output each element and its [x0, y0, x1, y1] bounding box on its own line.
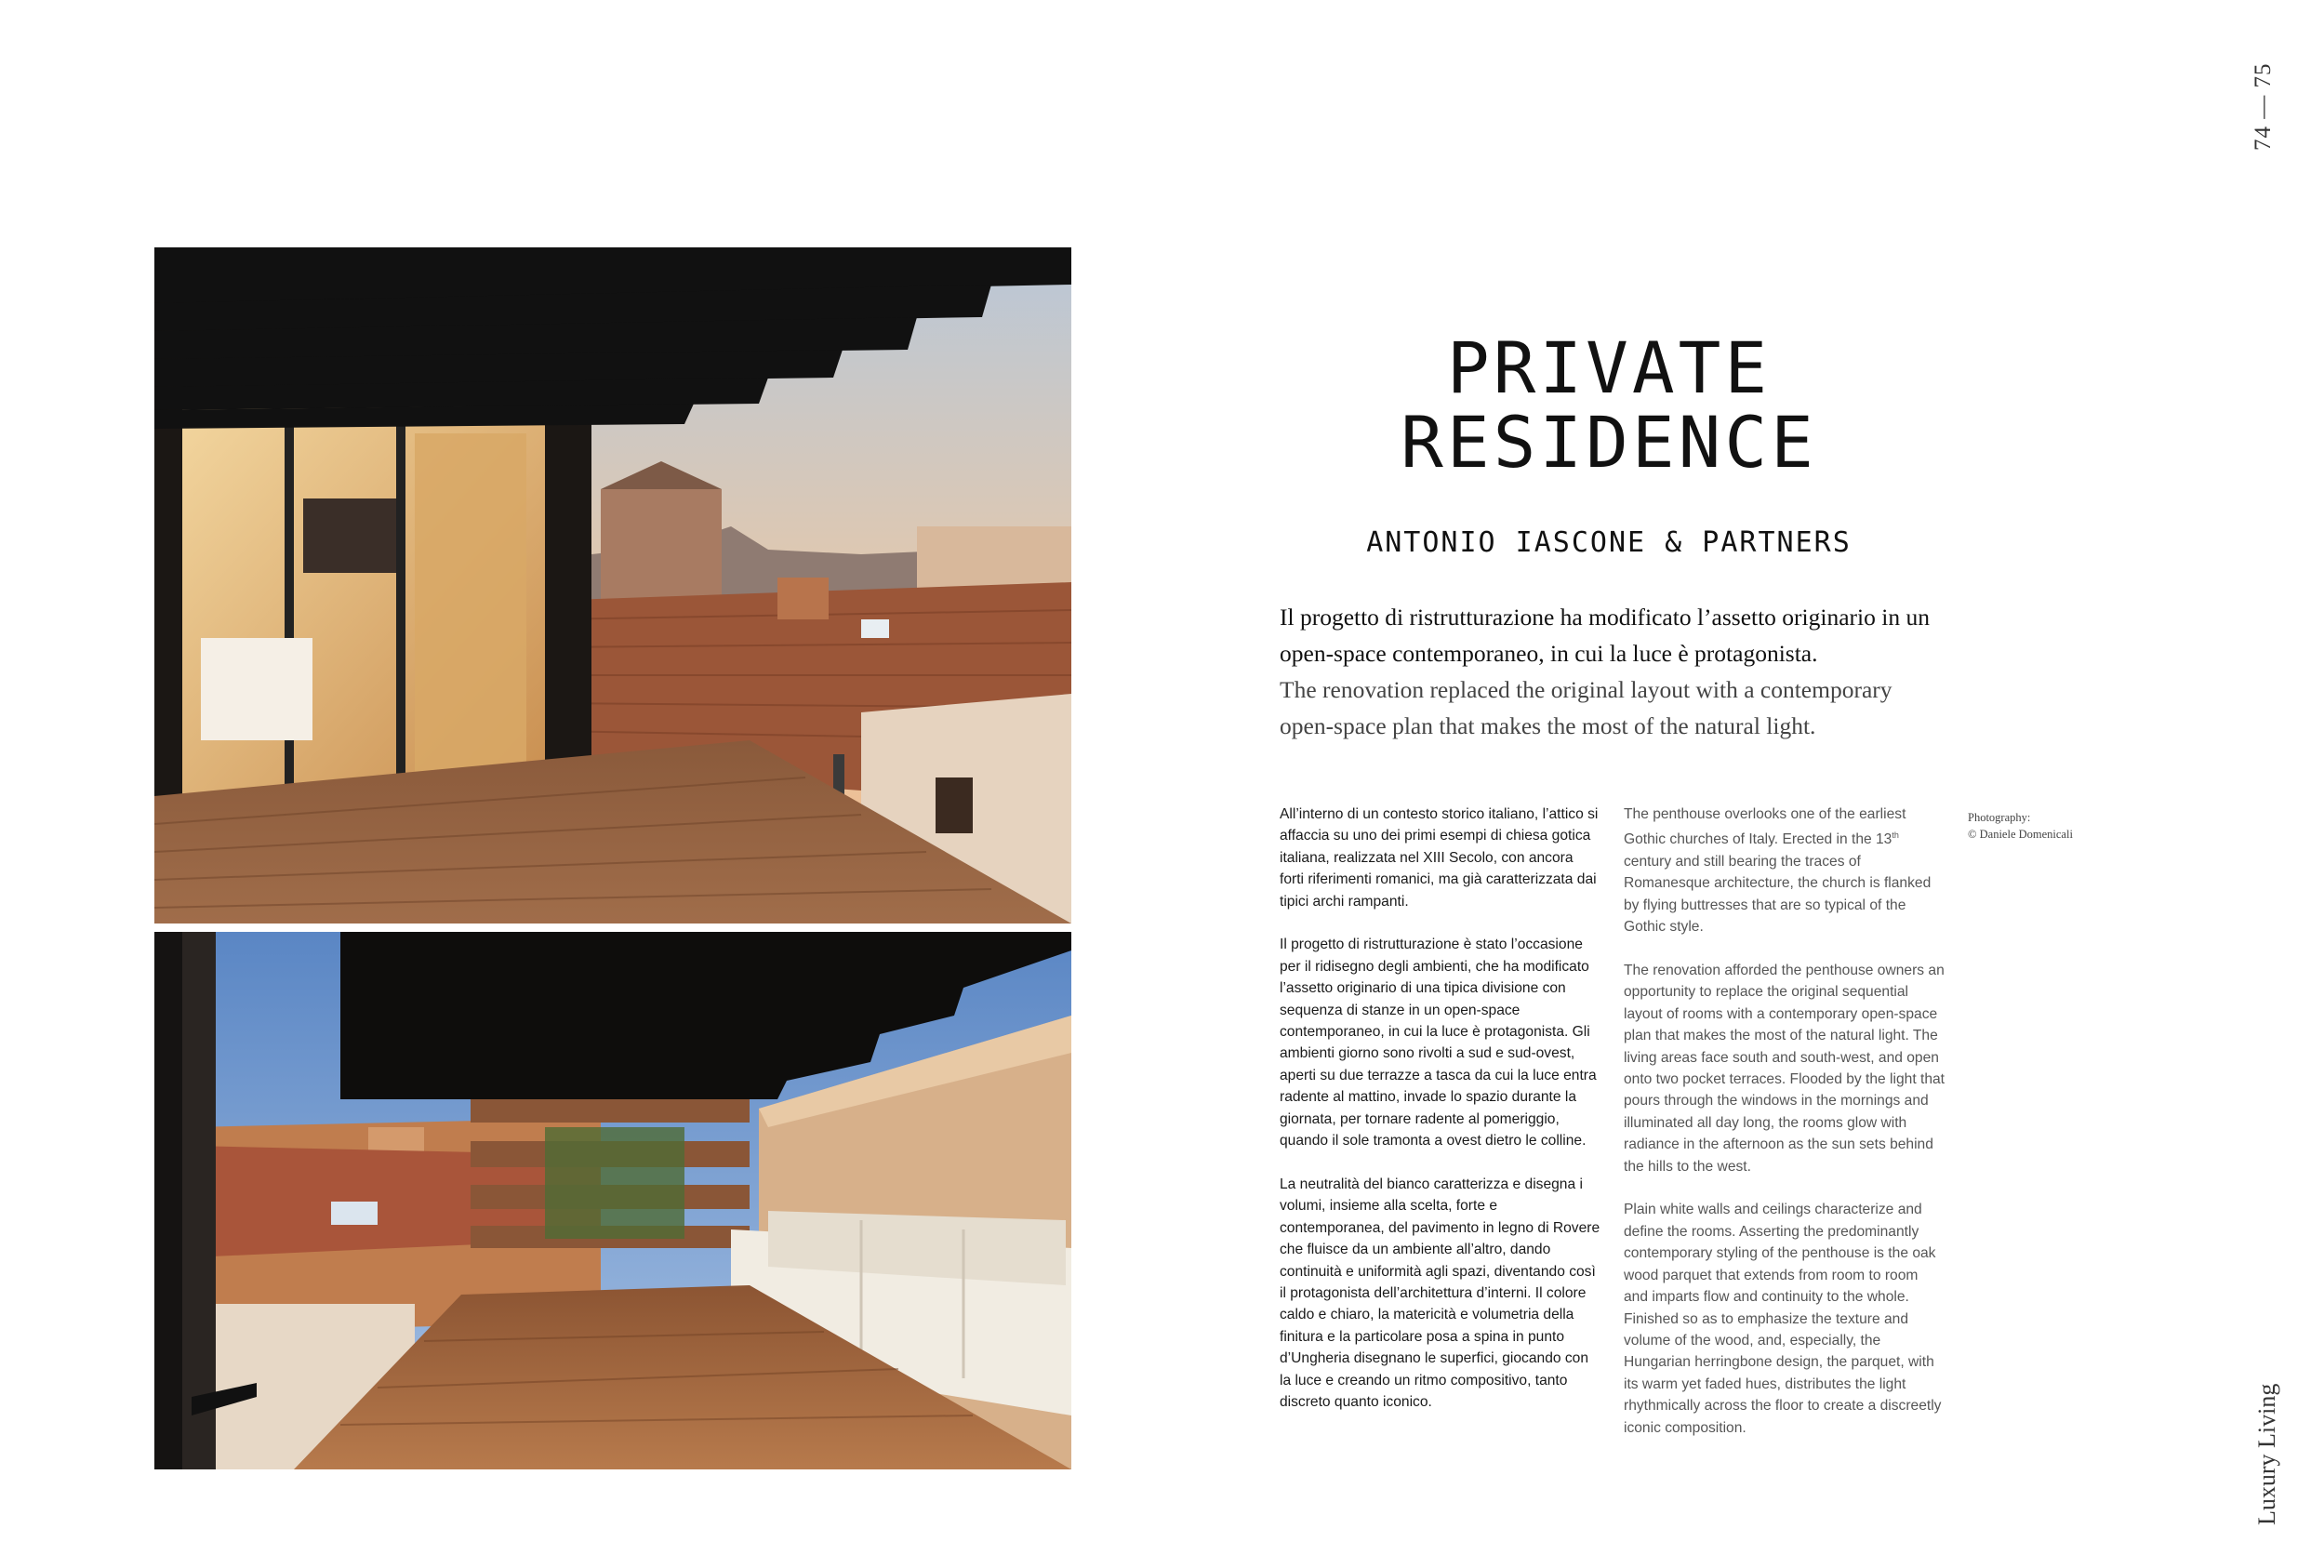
body-column-english: [1624, 804, 1945, 1460]
body-paragraph: La neutralità del bianco caratterizza e disegna i volumi, insieme alla scelta, forte e contemporanea, del pavimento in legno di Rovere che fluisce da un ambiente all’altro, dando continuità e uniformità agli spazi, diventando così il protagonista dell’architettura d’interni. Il colore caldo e chiaro, la matericità e volumetria della finitura e la particolare posa a spina in punto d’Ungheria disegnano le superfici, giocando con la luce e creando un ritmo compositivo, tanto discreto quanto iconico.: [1280, 1176, 1600, 1410]
credit-label: Photography:: [1968, 811, 2031, 824]
body-paragraph: [1624, 804, 1945, 938]
text-run: The penthouse overlooks one of the earliest Gothic churches of Italy. Erected in the 13: [1624, 806, 1906, 848]
lead-italian: Il progetto di ristrutturazione ha modificato l’assetto originario in un open-space contemporaneo, in cui la luce è protagonista.: [1280, 604, 1930, 667]
lead-paragraph: [1280, 599, 1949, 744]
body-column-italian: [1280, 804, 1600, 1435]
photo-credit: [1968, 809, 2126, 843]
page-numbers: 74 — 75: [2251, 62, 2276, 151]
body-paragraph: The renovation afforded the penthouse owners an opportunity to replace the original sequential layout of rooms with a contemporary open-space plan that makes the most of the natural light. The living areas face south and south-west, and open onto two pocket terraces. Flooded by the light that pours through the windows in the mornings and illuminated all day long, the rooms glow with radiance in the afternoon as the sun sets behind the hills to the west.: [1624, 963, 1945, 1175]
photo-terrace-dusk: [154, 247, 1071, 924]
body-paragraph: Plain white walls and ceilings characterize and define the rooms. Asserting the predominantly contemporary styling of the penthouse is the oak wood parquet that extends from room to room and imparts flow and continuity to the whole. Finished so as to emphasize the texture and volume of the wood, and, especially, the Hungarian herringbone design, the parquet, with its warm yet faded hues, distributes the light rhythmically across the floor to create a discreetly iconic composition.: [1624, 1202, 1942, 1436]
article-title: PRIVATE RESIDENCE: [1401, 326, 1817, 484]
photo-terrace-sofa: [154, 932, 1071, 1469]
credit-name: © Daniele Domenicali: [1968, 828, 2073, 841]
superscript: th: [1892, 831, 1899, 841]
lead-english: The renovation replaced the original layout with a contemporary open-space plan that makes the most of the natural light.: [1280, 676, 1892, 739]
article-subtitle: ANTONIO IASCONE & PARTNERS: [1366, 526, 1852, 559]
body-paragraph: Il progetto di ristrutturazione è stato l’occasione per il ridisegno degli ambienti, che ha modificato l’assetto originario di una tipica divisione con sequenza di stanze in un open-space contemporaneo, in cui la luce è protagonista. Gli ambienti giorno sono rivolti a sud e sud-ovest, aperti su due terrazze a tasca da cui la luce entra radente al mattino, invade lo spazio durante la giornata, per tornare radente al pomeriggio, quando il sole tramonta a ovest dietro le colline.: [1280, 937, 1597, 1149]
text-run: century and still bearing the traces of Romanesque architecture, the church is flanked by flying buttresses that are so typical of the Gothic style.: [1624, 854, 1932, 936]
magazine-name: Luxury Living: [2253, 1383, 2280, 1525]
body-paragraph: All’interno di un contesto storico italiano, l’attico si affaccia su uno dei primi esempi di chiesa gotica italiana, realizzata nel XIII Secolo, con ancora forti riferimenti romanici, ma già caratterizzata dai tipici archi rampanti.: [1280, 806, 1599, 910]
